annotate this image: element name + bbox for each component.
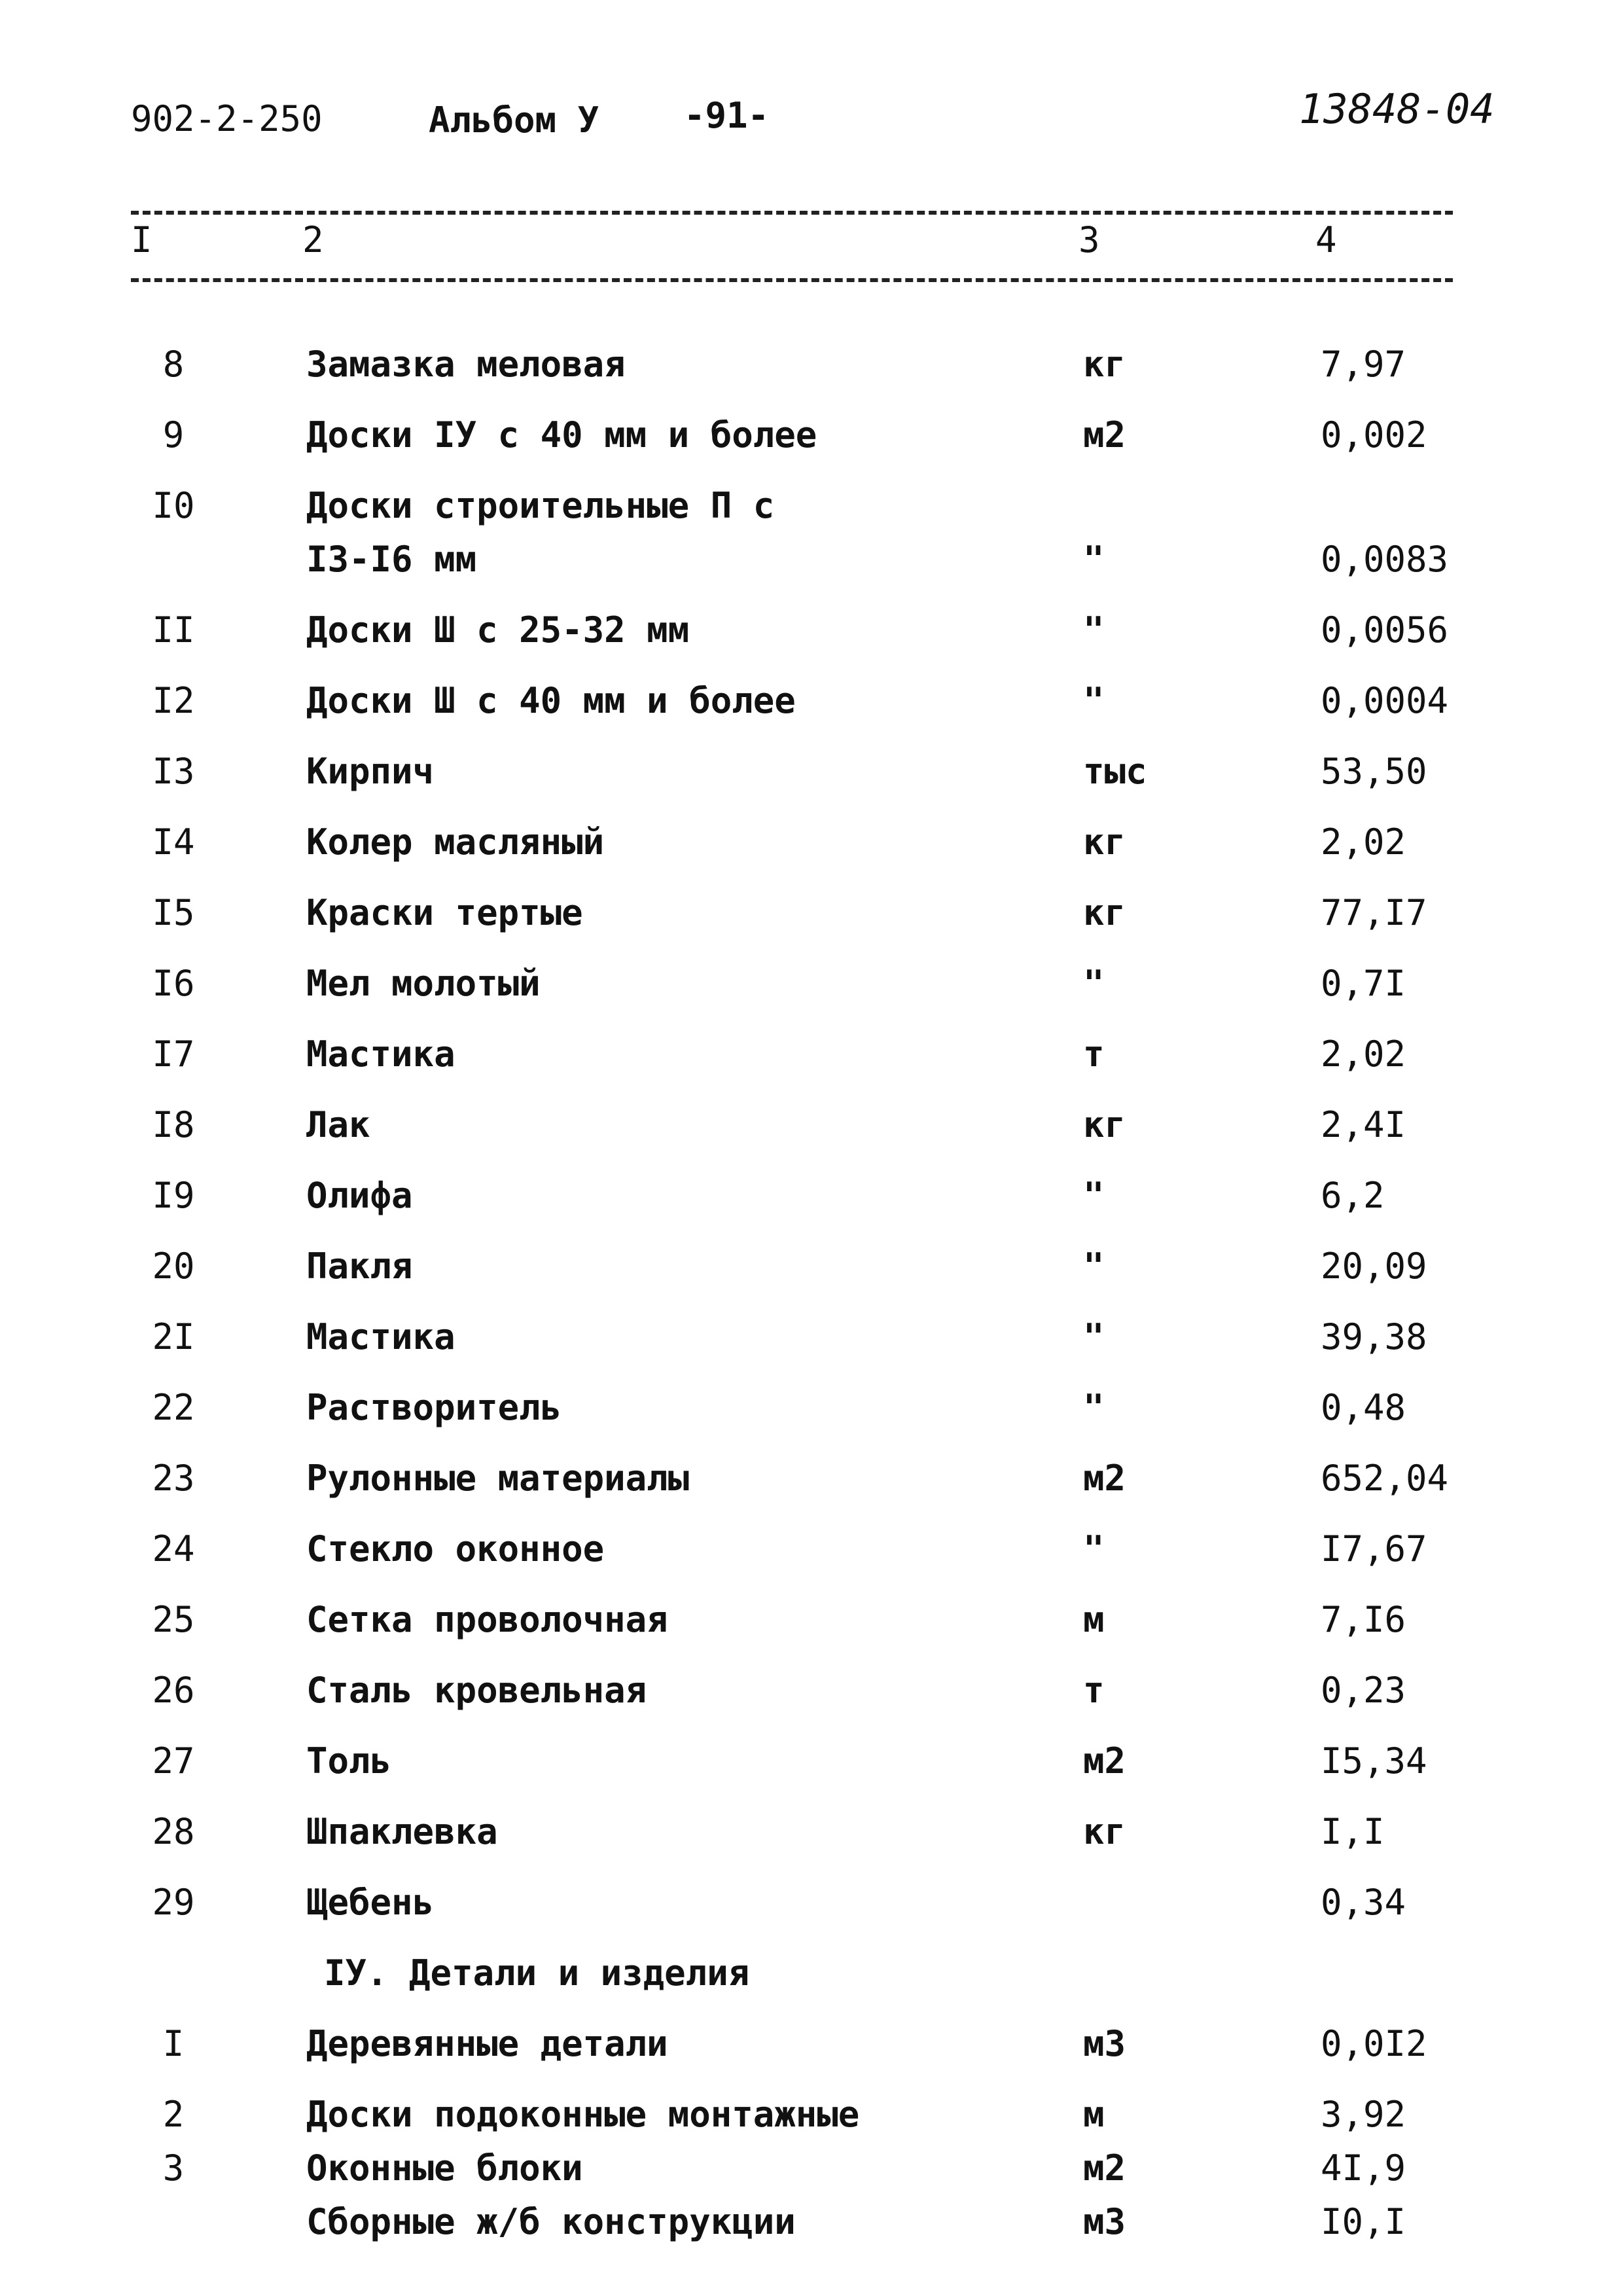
item-value: 2,4I <box>1321 1104 1406 1145</box>
row-number: 28 <box>152 1811 195 1852</box>
item-unit: " <box>1083 1387 1105 1428</box>
table-row <box>0 2017 1623 2087</box>
item-name: Замазка меловая <box>306 344 626 385</box>
item-unit: кг <box>1083 1811 1126 1852</box>
item-value: I,I <box>1321 1811 1385 1852</box>
row-number: 29 <box>152 1882 195 1923</box>
item-value: 20,09 <box>1321 1246 1427 1287</box>
table-row <box>0 1451 1623 1522</box>
item-unit: " <box>1083 1528 1105 1570</box>
header-divider-top <box>131 211 1453 215</box>
item-unit: т <box>1083 1670 1105 1711</box>
item-name: Доски подоконные монтажные <box>306 2094 860 2135</box>
item-name: Доски строительные П с <box>306 485 775 526</box>
row-number: 25 <box>152 1599 195 1640</box>
table-row <box>0 815 1623 886</box>
table-row <box>0 1522 1623 1592</box>
item-value: 0,48 <box>1321 1387 1406 1428</box>
item-unit: м2 <box>1083 1458 1126 1499</box>
item-unit: " <box>1083 1246 1105 1287</box>
table-row <box>0 603 1623 673</box>
table-row <box>0 744 1623 815</box>
item-name: Оконные блоки <box>306 2147 583 2189</box>
table-row <box>0 1380 1623 1451</box>
row-number: 20 <box>152 1246 195 1287</box>
column-header-2: 2 <box>302 219 324 260</box>
item-name: Мел молотый <box>306 963 541 1004</box>
table-row <box>0 1734 1623 1804</box>
item-unit: кг <box>1083 892 1126 933</box>
column-headers <box>0 219 1623 272</box>
page-number: -91- <box>684 95 770 136</box>
item-unit: м3 <box>1083 2023 1126 2064</box>
table-row <box>0 1027 1623 1098</box>
table-row <box>0 1663 1623 1734</box>
column-header-4: 4 <box>1315 219 1337 260</box>
item-unit: " <box>1083 963 1105 1004</box>
item-name: Доски Ш с 40 мм и более <box>306 680 796 721</box>
item-value: 0,23 <box>1321 1670 1406 1711</box>
item-name: Краски тертые <box>306 892 583 933</box>
item-name: Толь <box>306 1740 392 1782</box>
item-value: 652,04 <box>1321 1458 1449 1499</box>
item-unit: м2 <box>1083 2147 1126 2189</box>
item-value: 0,0I2 <box>1321 2023 1427 2064</box>
table-row <box>0 408 1623 478</box>
row-number: II <box>152 609 195 651</box>
item-value: I5,34 <box>1321 1740 1427 1782</box>
section-title: IУ. Детали и изделия <box>324 1952 750 1994</box>
item-name: Стекло оконное <box>306 1528 605 1570</box>
item-value: 2,02 <box>1321 821 1406 863</box>
section-heading <box>0 1946 1623 2017</box>
item-unit: кг <box>1083 1104 1126 1145</box>
item-name: Рулонные материалы <box>306 1458 690 1499</box>
item-unit: м <box>1083 2094 1105 2135</box>
table-row <box>0 1592 1623 1663</box>
item-value: 0,0083 <box>1321 539 1449 580</box>
table-row <box>0 1168 1623 1239</box>
item-name: Пакля <box>306 1246 413 1287</box>
row-number: I4 <box>152 821 195 863</box>
item-unit: м3 <box>1083 2201 1126 2242</box>
table-row <box>0 1875 1623 1946</box>
item-value: 0,0004 <box>1321 680 1449 721</box>
table-row <box>0 2141 1623 2195</box>
row-number: I8 <box>152 1104 195 1145</box>
item-value: 7,97 <box>1321 344 1406 385</box>
column-header-1: I <box>131 219 152 260</box>
header-divider-bottom <box>131 278 1453 282</box>
item-unit: " <box>1083 539 1105 580</box>
item-value: 0,0056 <box>1321 609 1449 651</box>
reference-number: 13848-04 <box>1299 85 1495 133</box>
item-value: I7,67 <box>1321 1528 1427 1570</box>
row-number: 22 <box>152 1387 195 1428</box>
item-name: Лак <box>306 1104 370 1145</box>
table-row <box>0 2087 1623 2141</box>
row-number: 23 <box>152 1458 195 1499</box>
item-name: Колер масляный <box>306 821 605 863</box>
table-row <box>0 1098 1623 1168</box>
item-value: 6,2 <box>1321 1175 1385 1216</box>
item-name: Олифа <box>306 1175 413 1216</box>
item-value: 7,I6 <box>1321 1599 1406 1640</box>
table-row <box>0 2195 1623 2248</box>
row-number: I3 <box>152 751 195 792</box>
item-name: Сборные ж/б конструкции <box>306 2201 796 2242</box>
table-row <box>0 478 1623 603</box>
row-number: 3 <box>162 2147 185 2189</box>
item-value: 39,38 <box>1321 1316 1427 1357</box>
row-number: 8 <box>162 344 185 385</box>
row-number: 24 <box>152 1528 195 1570</box>
item-name: Сетка проволочная <box>306 1599 668 1640</box>
item-name: Кирпич <box>306 751 435 792</box>
item-name: Растворитель <box>306 1387 562 1428</box>
item-value: 3,92 <box>1321 2094 1406 2135</box>
row-number: I9 <box>152 1175 195 1216</box>
table-row <box>0 1310 1623 1380</box>
table-row <box>0 956 1623 1027</box>
item-unit: м2 <box>1083 1740 1126 1782</box>
item-value: 0,34 <box>1321 1882 1406 1923</box>
row-number: 2I <box>152 1316 195 1357</box>
item-unit: " <box>1083 1316 1105 1357</box>
item-value: 4I,9 <box>1321 2147 1406 2189</box>
document-code: 902-2-250 <box>131 98 323 139</box>
item-value: 77,I7 <box>1321 892 1427 933</box>
table-row <box>0 1239 1623 1310</box>
item-unit: тыс <box>1083 751 1147 792</box>
row-number: I6 <box>152 963 195 1004</box>
item-name: Шпаклевка <box>306 1811 498 1852</box>
item-name: Щебень <box>306 1882 435 1923</box>
item-name: Деревянные детали <box>306 2023 668 2064</box>
column-header-3: 3 <box>1079 219 1100 260</box>
materials-table <box>0 337 1623 2248</box>
item-unit: " <box>1083 680 1105 721</box>
row-number: 26 <box>152 1670 195 1711</box>
page-header <box>0 85 1623 151</box>
item-name: Доски IУ с 40 мм и более <box>306 414 817 456</box>
row-number: 9 <box>162 414 185 456</box>
item-unit: кг <box>1083 821 1126 863</box>
item-unit: " <box>1083 1175 1105 1216</box>
row-number: I2 <box>152 680 195 721</box>
table-row <box>0 1804 1623 1875</box>
item-value: 0,7I <box>1321 963 1406 1004</box>
item-unit: м2 <box>1083 414 1126 456</box>
item-name: Мастика <box>306 1316 455 1357</box>
row-number: I <box>162 2023 185 2064</box>
item-unit: кг <box>1083 344 1126 385</box>
item-unit: т <box>1083 1033 1105 1075</box>
row-number: I0 <box>152 485 195 526</box>
item-name: Доски Ш с 25-32 мм <box>306 609 690 651</box>
item-unit: м <box>1083 1599 1105 1640</box>
album-label: Альбом У <box>429 99 599 141</box>
item-value: I0,I <box>1321 2201 1406 2242</box>
row-number: I7 <box>152 1033 195 1075</box>
item-value: 53,50 <box>1321 751 1427 792</box>
item-value: 0,002 <box>1321 414 1427 456</box>
row-number: 27 <box>152 1740 195 1782</box>
item-value: 2,02 <box>1321 1033 1406 1075</box>
item-name-continued: I3-I6 мм <box>306 539 477 580</box>
table-row <box>0 673 1623 744</box>
item-name: Сталь кровельная <box>306 1670 647 1711</box>
table-row <box>0 886 1623 956</box>
item-unit: " <box>1083 609 1105 651</box>
table-row <box>0 337 1623 408</box>
row-number: 2 <box>162 2094 185 2135</box>
item-name: Мастика <box>306 1033 455 1075</box>
row-number: I5 <box>152 892 195 933</box>
